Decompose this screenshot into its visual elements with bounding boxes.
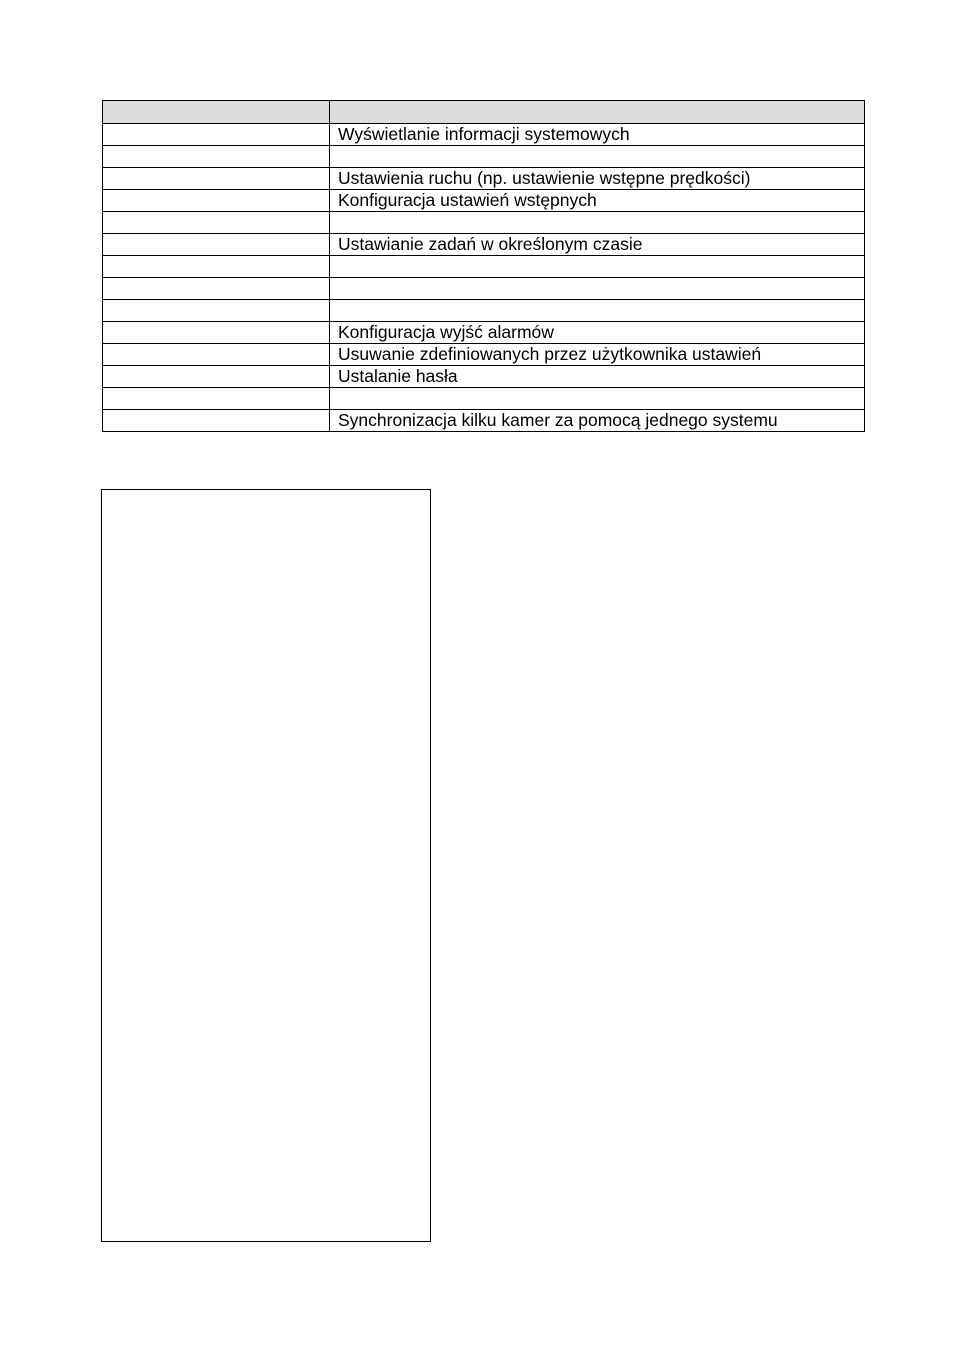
table-cell-description: [330, 388, 865, 410]
screen-image-frame: [101, 489, 431, 1242]
table-row: [103, 234, 865, 256]
table-cell-description: Usuwanie zdefiniowanych przez użytkownika ustawień: [330, 344, 865, 366]
table-cell-description: Konfiguracja ustawień wstępnych: [330, 190, 865, 212]
table-cell-menu: [103, 300, 330, 322]
table-row: [103, 168, 865, 190]
table-header-row: [103, 101, 865, 124]
table-header-cell-menu: [103, 101, 330, 124]
table-row: [103, 322, 865, 344]
table-cell-description: Ustalanie hasła: [330, 366, 865, 388]
table-cell-menu: [103, 344, 330, 366]
table-row: [103, 366, 865, 388]
table-row: [103, 146, 865, 168]
table-cell-menu: [103, 278, 330, 300]
table-cell-menu: [103, 256, 330, 278]
table-cell-description: Synchronizacja kilku kamer za pomocą jednego systemu: [330, 410, 865, 432]
table-row: [103, 124, 865, 146]
table-cell-description: Wyświetlanie informacji systemowych: [330, 124, 865, 146]
table-cell-description: Ustawianie zadań w określonym czasie: [330, 234, 865, 256]
table-cell-description: Konfiguracja wyjść alarmów: [330, 322, 865, 344]
table-cell-menu: [103, 234, 330, 256]
table-row: [103, 212, 865, 234]
table-row: [103, 344, 865, 366]
table-header-cell-description: [330, 101, 865, 124]
table-row: [103, 190, 865, 212]
table-cell-menu: [103, 322, 330, 344]
table-row: [103, 300, 865, 322]
table-row: [103, 256, 865, 278]
table-cell-menu: [103, 410, 330, 432]
table-cell-description: Ustawienia ruchu (np. ustawienie wstępne prędkości): [330, 168, 865, 190]
table-row: [103, 278, 865, 300]
table-cell-description: [330, 256, 865, 278]
table-cell-menu: [103, 388, 330, 410]
table-row: [103, 388, 865, 410]
table-cell-menu: [103, 366, 330, 388]
table-cell-menu: [103, 190, 330, 212]
menu-function-table: [102, 100, 865, 432]
table-cell-menu: [103, 146, 330, 168]
table-cell-menu: [103, 168, 330, 190]
table-cell-menu: [103, 124, 330, 146]
table-cell-description: [330, 146, 865, 168]
table-cell-description: [330, 300, 865, 322]
table-row: [103, 410, 865, 432]
table-cell-description: [330, 212, 865, 234]
table-cell-description: [330, 278, 865, 300]
table-cell-menu: [103, 212, 330, 234]
